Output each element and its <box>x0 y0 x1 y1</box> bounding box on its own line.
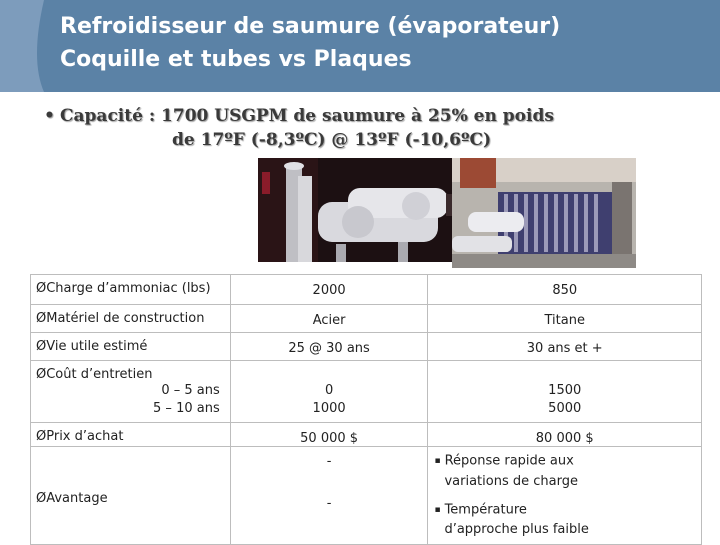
shell-value: 2000 <box>230 275 428 305</box>
row-label-text: Charge d’ammoniac (lbs) <box>46 281 211 296</box>
plate-advantage-1 <box>428 447 701 496</box>
arrow-bullet-icon: Ø <box>36 429 47 444</box>
period-label: 5 – 10 ans <box>153 401 220 416</box>
shell-value <box>230 447 428 545</box>
plate-value <box>428 447 702 545</box>
row-label <box>31 333 231 361</box>
shell-value <box>230 361 428 423</box>
row-label-text: Avantage <box>46 491 108 506</box>
row-label <box>31 447 231 545</box>
capacity-line-2: de 17ºF (-8,3ºC) @ 13ºF (-10,6ºC) <box>172 130 492 150</box>
arrow-bullet-icon: Ø <box>36 339 47 354</box>
arrow-bullet-icon: Ø <box>36 491 47 506</box>
row-label-text: Vie utile estimé <box>46 339 148 354</box>
title-line-1: Refroidisseur de saumure (évaporateur) <box>60 14 561 39</box>
arrow-bullet-icon: Ø <box>36 367 47 382</box>
plate-value-5-10: 5000 <box>548 401 582 416</box>
shell-value: 25 @ 30 ans <box>230 333 428 361</box>
plate-advantage-2a: Température <box>444 502 527 517</box>
square-bullet-icon: ▪ <box>434 456 441 466</box>
row-label <box>31 305 231 333</box>
shell-value: 50 000 $ <box>230 423 428 447</box>
plate-value: Titane <box>428 305 702 333</box>
plate-advantage-1a: Réponse rapide aux <box>444 453 574 469</box>
shell-value-0-5: 0 <box>324 383 334 398</box>
shell-advantage-1: - <box>326 454 332 469</box>
arrow-bullet-icon: Ø <box>36 311 47 326</box>
shell-advantage-2: - <box>326 496 332 511</box>
plate-value: 850 <box>428 275 702 305</box>
slide-title <box>60 10 560 76</box>
shell-value: Acier <box>230 305 428 333</box>
plate-value: 30 ans et + <box>428 333 702 361</box>
bullet-dot-icon: • <box>44 106 55 126</box>
plate-advantage-2b: d’approche plus faible <box>444 522 589 537</box>
title-line-2: Coquille et tubes vs Plaques <box>60 47 412 72</box>
table-row <box>31 361 702 423</box>
table-row <box>31 305 702 333</box>
period-label: 0 – 5 ans <box>161 383 220 398</box>
plate-value <box>428 361 702 423</box>
plate-value-0-5: 1500 <box>548 383 582 398</box>
square-bullet-icon: ▪ <box>434 504 441 515</box>
capacity-line-1: Capacité : 1700 USGPM de saumure à 25% en poids <box>60 106 554 126</box>
row-label <box>31 275 231 305</box>
shell-value-5-10: 1000 <box>312 401 346 416</box>
row-label <box>31 423 231 447</box>
row-label-text: Coût d’entretien <box>46 367 153 382</box>
row-label-text: Prix d’achat <box>46 429 124 444</box>
plate-value: 80 000 $ <box>428 423 702 447</box>
table-row <box>31 447 702 545</box>
table-row <box>31 275 702 305</box>
row-label-text: Matériel de construction <box>46 311 205 326</box>
plate-advantage-2 <box>428 496 701 545</box>
table-row <box>31 423 702 447</box>
arrow-bullet-icon: Ø <box>36 281 47 296</box>
row-label <box>31 361 231 423</box>
table-row <box>31 333 702 361</box>
plate-advantage-1b: variations de charge <box>444 473 578 489</box>
comparison-table <box>30 274 702 545</box>
plate-heat-exchanger-photo <box>452 158 636 268</box>
